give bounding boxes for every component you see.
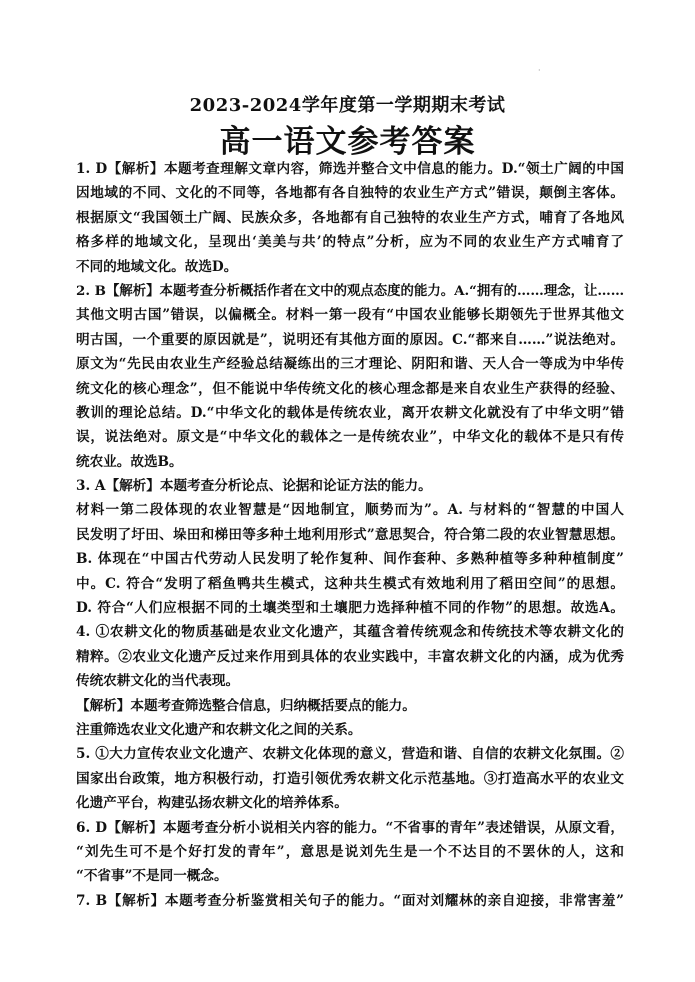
text-line: 7. B【解析】本题考查分析鉴赏相关句子的能力。“面对刘耀林的亲自迎接，非常害羞” <box>76 892 624 909</box>
text-line: 因地域的不同、文化的不同等，各地都有各自独特的农业生产方式”错误，颠倒主客体。 <box>76 185 624 202</box>
text-line: 3. A【解析】本题考查分析论点、论据和论证方法的能力。 <box>76 478 432 495</box>
text-line: 不同的地域文化。故选D。 <box>76 258 238 275</box>
text-line: 统文化的核心理念”，但不能说中华传统文化的核心理念都是来自农业生产获得的经验、 <box>76 380 624 397</box>
text-line: 精粹。②农业文化遗产反过来作用到具体的农业实践中，丰富农耕文化的内涵，成为优秀 <box>76 648 624 665</box>
text-line: 国家出台政策，地方积极行动，打造引领优秀农耕文化示范基地。③打造高水平的农业文 <box>76 770 624 787</box>
text-line: D. 符合“人们应根据不同的土壤类型和土壤肥力选择种植不同的作物”的思想。故选A。 <box>76 600 624 617</box>
text-line: 材料一第二段体现的农业智慧是“因地制宜，顺势而为”。A. 与材料的“智慧的中国人 <box>76 502 624 519</box>
page-title: 高一语文参考答案 <box>219 124 476 160</box>
text-line: 中。C. 符合“发明了稻鱼鸭共生模式，这种共生模式有效地利用了稻田空间”的思想。 <box>76 575 624 592</box>
corner-mark: · <box>538 66 541 75</box>
text-line: 【解析】本题考查筛选整合信息，归纳概括要点的能力。 <box>76 697 416 714</box>
text-line: 传统农耕文化的当代表现。 <box>76 673 240 690</box>
text-line: 格多样的地域文化，呈现出‘美美与共’的特点”分析，应为不同的农业生产方式哺育了 <box>76 234 624 251</box>
text-line: 其他文明古国”错误，以偏概全。材料一第一段有“中国农业能够长期领先于世界其他文 <box>76 307 624 324</box>
text-line: 统农业。故选B。 <box>76 453 183 470</box>
text-line: 明古国，一个重要的原因就是”，说明还有其他方面的原因。C.“都来自……”说法绝对。 <box>76 331 624 348</box>
text-line: 注重筛选农业文化遗产和农耕文化之间的关系。 <box>76 721 362 738</box>
text-line: 6. D【解析】本题考查分析小说相关内容的能力。“不省事的青年”表述错误，从原文看， <box>76 819 624 836</box>
text-line: B. 体现在“中国古代劳动人民发明了轮作复种、间作套种、多熟种植等多种种植制度” <box>76 551 624 568</box>
text-line: “不省事”不是同一概念。 <box>76 868 228 885</box>
text-line: 误，说法绝对。原文是“中华文化的载体之一是传统农业”，中华文化的载体不是只有传 <box>76 429 624 446</box>
text-line: 1. D【解析】本题考查理解文章内容，筛选并整合文中信息的能力。D.“领土广阔的中国 <box>76 161 624 177</box>
text-line: 4. ①农耕文化的物质基础是农业文化遗产，其蕴含着传统观念和传统技术等农耕文化的 <box>76 624 624 641</box>
exam-subtitle: 2023-2024学年度第一学期期末考试 <box>189 95 506 116</box>
text-line: 2. B【解析】本题考查分析概括作者在文中的观点态度的能力。A.“拥有的……理念，让…… <box>76 282 624 299</box>
text-line: “刘先生可不是个好打发的青年”，意思是说刘先生是一个不达目的不罢休的人，这和 <box>76 843 624 860</box>
text-line: 原文为“先民由农业生产经验总结凝练出的三才理论、阴阳和谐、天人合一等成为中华传 <box>76 356 624 373</box>
text-line: 化遗产平台，构建弘扬农耕文化的培养体系。 <box>76 795 348 812</box>
text-line: 根据原文“我国领土广阔、民族众多，各地都有自己独特的农业生产方式，哺育了各地风 <box>76 209 624 226</box>
text-line: 民发明了圩田、垛田和梯田等多种土地利用形式”意思契合，符合第二段的农业智慧思想。 <box>76 526 624 543</box>
text-line: 5. ①大力宣传农业文化遗产、农耕文化体现的意义，营造和谐、自信的农耕文化氛围。② <box>76 746 624 763</box>
text-line: 教训的理论总结。D.“中华文化的载体是传统农业，离开农耕文化就没有了中华文明”错 <box>76 404 624 421</box>
answer-content <box>76 157 624 913</box>
